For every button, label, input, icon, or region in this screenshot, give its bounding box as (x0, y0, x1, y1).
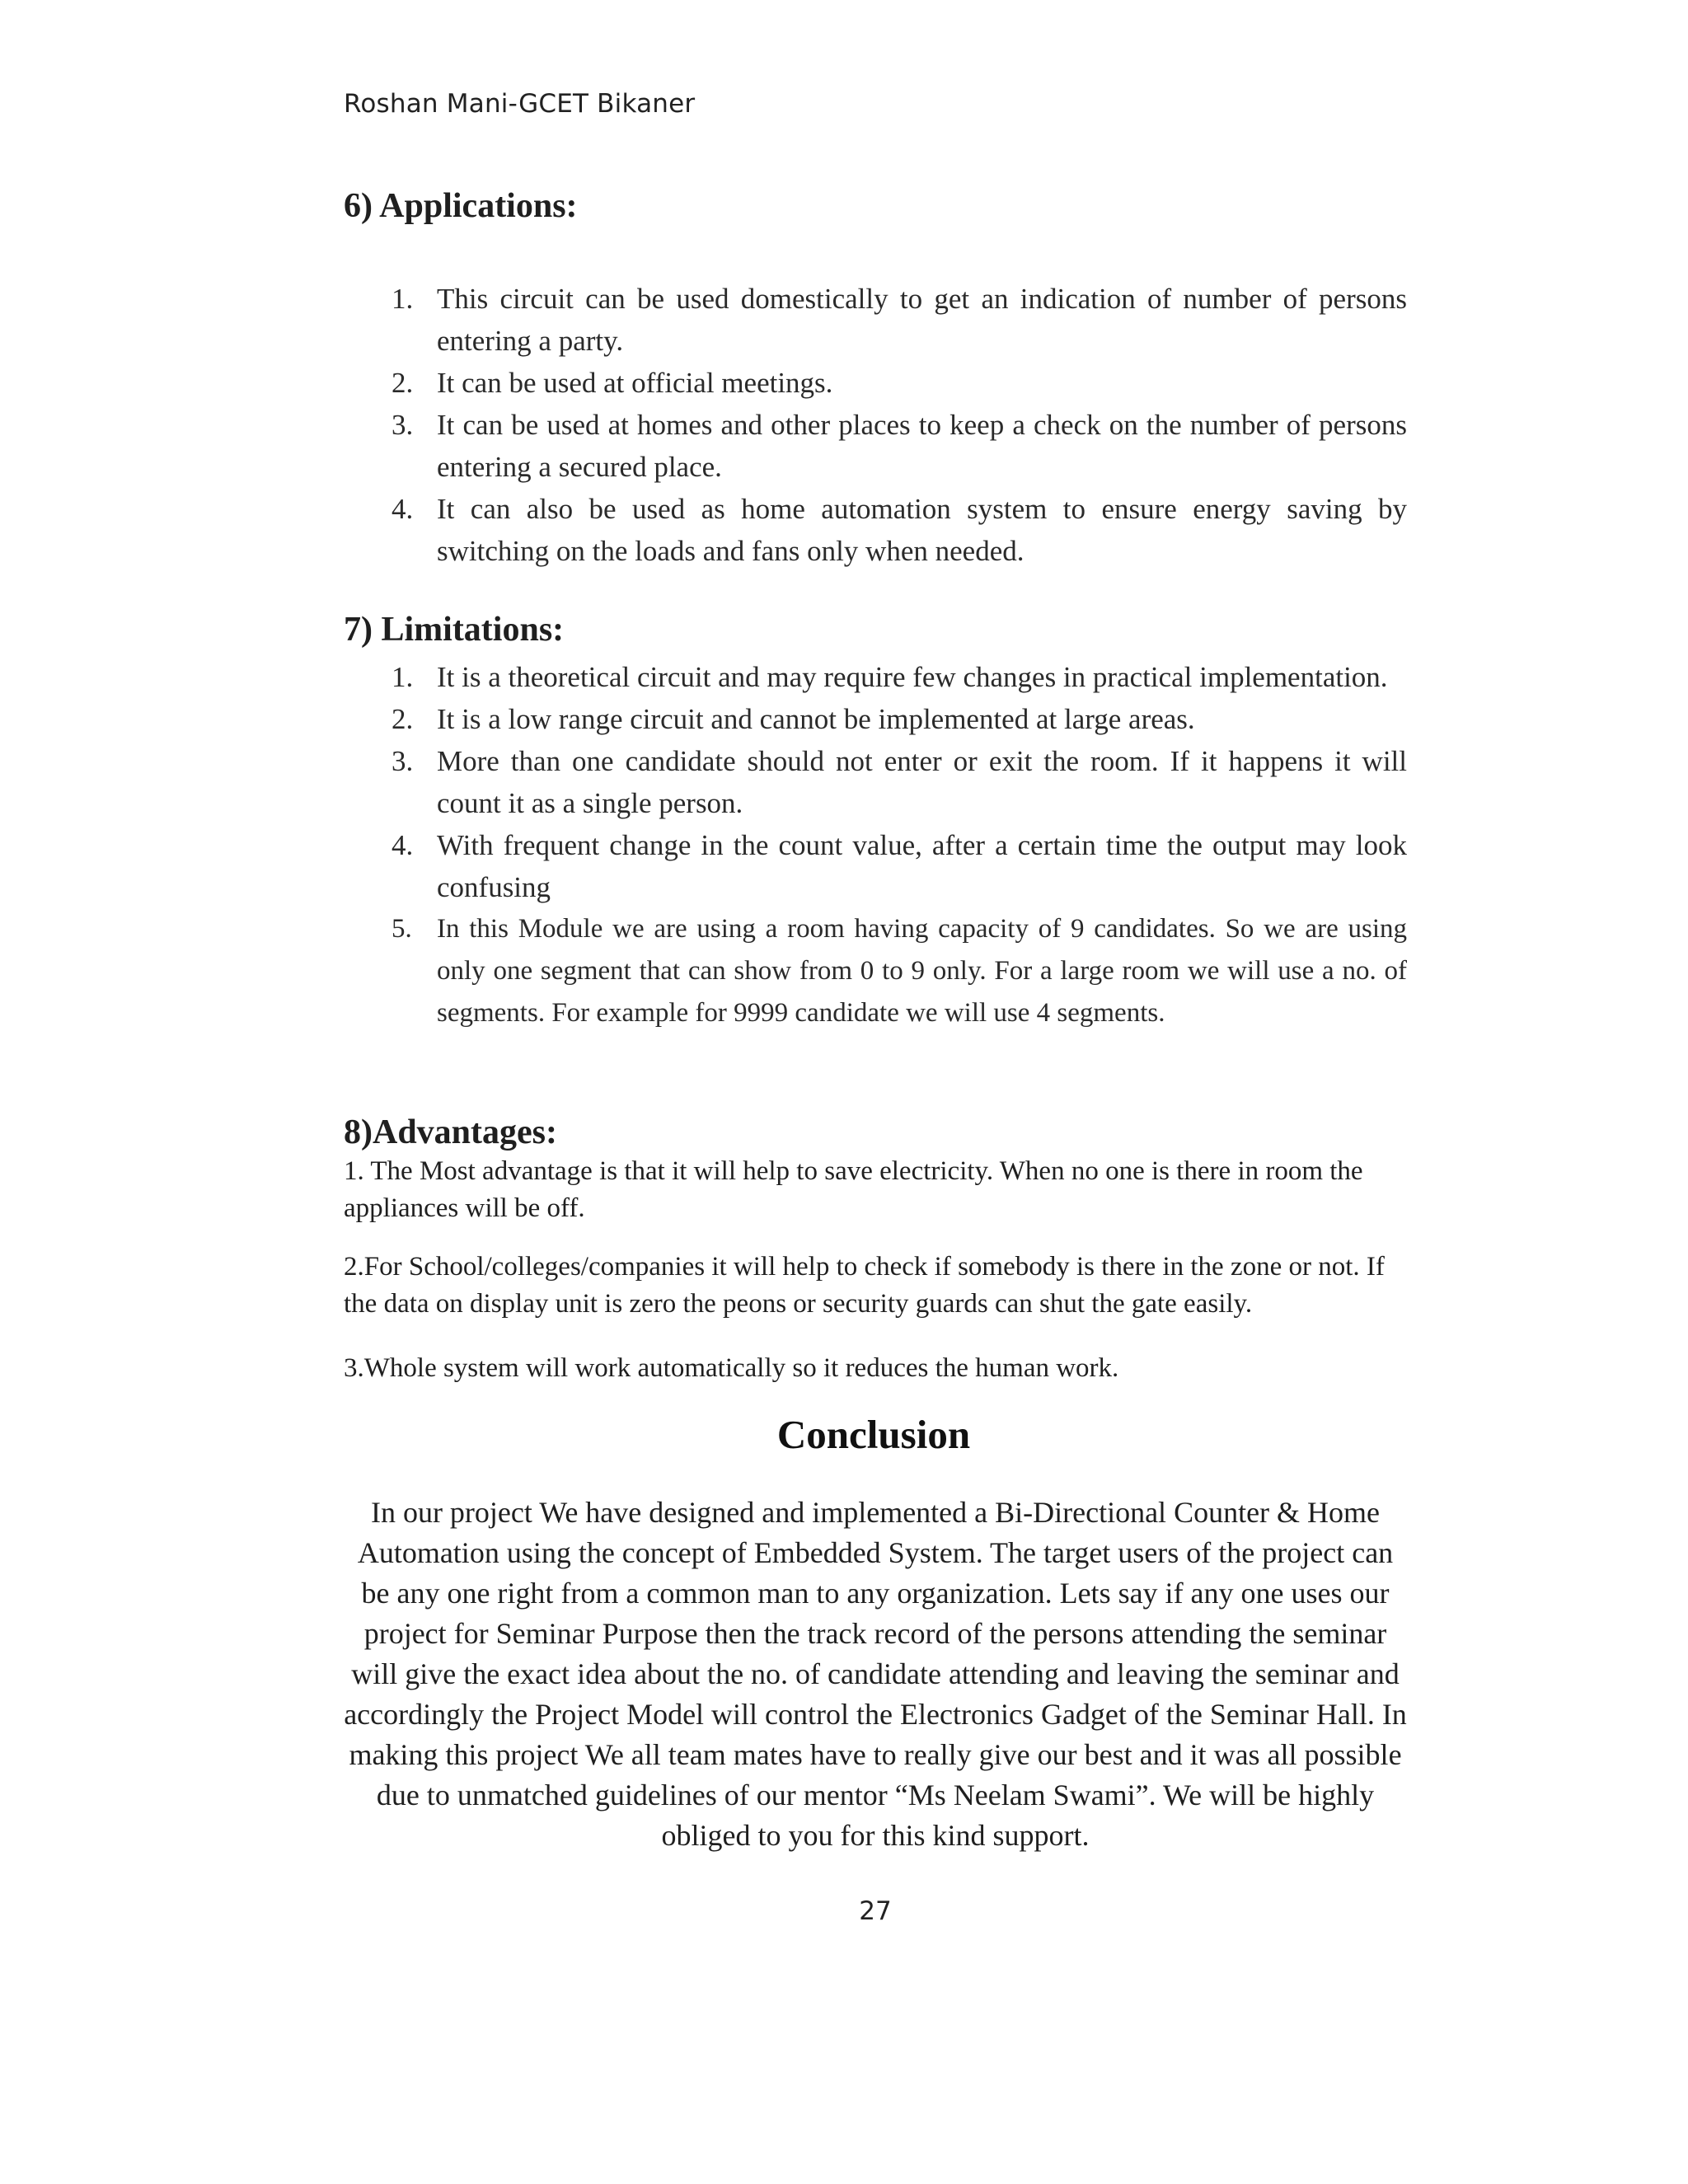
limitations-list (344, 656, 1407, 1034)
list-item-number: 5. (392, 914, 412, 944)
advantage-paragraph: 3.Whole system will work automatically so it reduces the human work. (344, 1353, 1119, 1383)
list-item-text: It is a theoretical circuit and may require few changes in practical implementation. (437, 661, 1388, 693)
list-item-number: 1. (392, 661, 414, 693)
list-item-text: With frequent change in the count value, after a certain time the output may look confusing (437, 829, 1407, 903)
list-item-number: 4. (392, 493, 414, 525)
list-item (344, 362, 1407, 404)
list-item-number: 4. (392, 829, 414, 861)
list-item-number: 3. (392, 745, 414, 777)
list-item (344, 908, 1407, 1034)
advantage-paragraph: 1. The Most advantage is that it will help to save electricity. When no one is there in room the appliances will be off. (344, 1156, 1363, 1223)
list-item (344, 740, 1407, 824)
page-header: Roshan Mani-GCET Bikaner (344, 89, 696, 119)
list-item (344, 488, 1407, 572)
list-item (344, 278, 1407, 362)
list-item-number: 2. (392, 367, 414, 399)
list-item-text: More than one candidate should not enter or exit the room. If it happens it will count it as a single person. (437, 745, 1407, 819)
conclusion-body: In our project We have designed and implemented a Bi-Directional Counter & Home Automation using the concept of Embedded System. The target users of the project can be any one right from a common man to any organization. Lets say if any one uses our project for Seminar Purpose then the track record of the persons attending the seminar will give the exact idea about the no. of candidate attending and leaving the seminar and accordingly the Project Model will control the Electronics Gadget of the Seminar Hall. In making this project We all team mates have to really give our best and it was all possible due to unmatched guidelines of our mentor “Ms Neelam Swami”. We will be highly obliged to you for this kind support. (344, 1496, 1407, 1852)
advantages-heading: 8)Advantages: (344, 1113, 557, 1151)
list-item-text: It is a low range circuit and cannot be implemented at large areas. (437, 703, 1195, 735)
list-item-text: It can be used at official meetings. (437, 367, 833, 399)
list-item-number: 3. (392, 409, 414, 441)
list-item-text: In this Module we are using a room having capacity of 9 candidates. So we are using only one segment that can show from 0 to 9 only. For a large room we will use a no. of segments. For example for 9999 candidate we will use 4 segments. (437, 914, 1407, 1028)
list-item-text: This circuit can be used domestically to get an indication of number of persons entering a party. (437, 283, 1407, 357)
conclusion-title: Conclusion (776, 1412, 971, 1457)
list-item-text: It can also be used as home automation system to ensure energy saving by switching on the loads and fans only when needed. (437, 493, 1407, 567)
list-item-number: 2. (392, 703, 414, 735)
page-number: 27 (859, 1896, 892, 1926)
applications-heading: 6) Applications: (344, 187, 578, 225)
list-item (344, 656, 1407, 698)
list-item (344, 698, 1407, 740)
list-item-number: 1. (392, 283, 414, 315)
list-item-text: It can be used at homes and other places to keep a check on the number of persons entering a secured place. (437, 409, 1407, 483)
list-item (344, 404, 1407, 488)
advantage-paragraph: 2.For School/colleges/companies it will help to check if somebody is there in the zone or not. If the data on display unit is zero the peons or security guards can shut the gate easily. (344, 1252, 1385, 1319)
list-item (344, 824, 1407, 908)
applications-list (344, 278, 1407, 572)
limitations-heading: 7) Limitations: (344, 611, 565, 649)
